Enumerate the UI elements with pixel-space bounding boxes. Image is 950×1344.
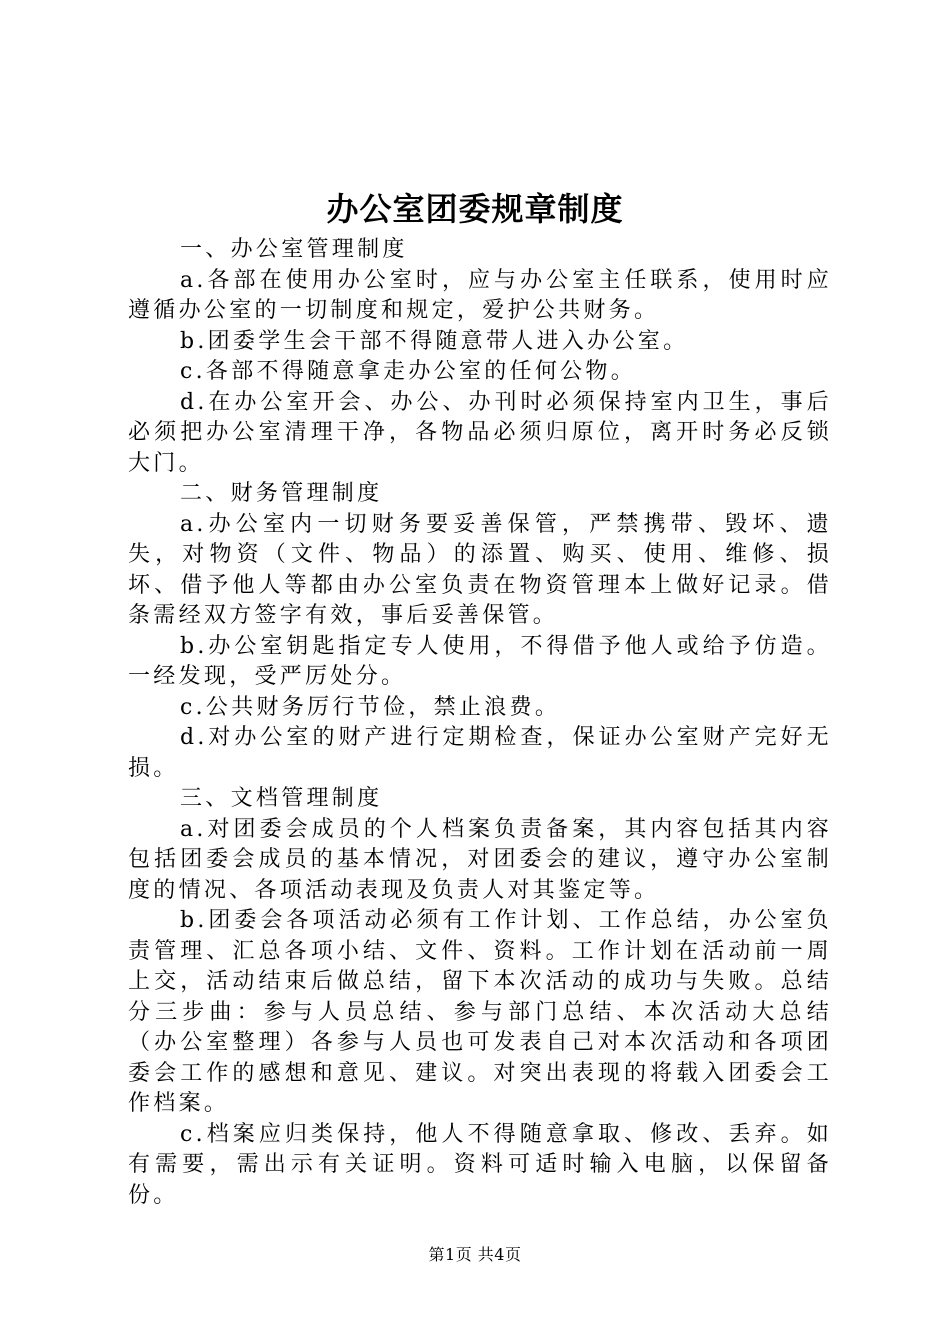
page-number: 第1页 共4页 (428, 1245, 522, 1264)
document-body (128, 235, 832, 1211)
paragraph: a.各部在使用办公室时，应与办公室主任联系，使用时应遵循办公室的一切制度和规定，爱护公共财务。 (128, 267, 832, 323)
paragraph: b.团委会各项活动必须有工作计划、工作总结，办公室负责管理、汇总各项小结、文件、资料。工作计划在活动前一周上交，活动结束后做总结，留下本次活动的成功与失败。总结分三步曲：参与人员总结、参与部门总结、本次活动大总结（办公室整理）各参与人员也可发表自己对本次活动和各项团委会工作的感想和意见、建议。对突出表现的将载入团委会工作档案。 (128, 908, 832, 1116)
paragraph: a.办公室内一切财务要妥善保管，严禁携带、毁坏、遗失，对物资（文件、物品）的添置、购买、使用、维修、损坏、借予他人等都由办公室负责在物资管理本上做好记录。借条需经双方签字有效，事后妥善保管。 (128, 511, 832, 628)
paragraph: c.公共财务厉行节俭，禁止浪费。 (180, 694, 561, 720)
section-heading-archive: 三、文档管理制度 (180, 786, 383, 811)
paragraph: d.对办公室的财产进行定期检查，保证办公室财产完好无损。 (128, 725, 832, 781)
section-heading-office: 一、办公室管理制度 (180, 237, 408, 262)
section-heading-finance: 二、财务管理制度 (180, 481, 383, 506)
paragraph: b.办公室钥匙指定专人使用，不得借予他人或给予仿造。一经发现，受严厉处分。 (128, 633, 832, 689)
paragraph: c.各部不得随意拿走办公室的任何公物。 (180, 359, 637, 384)
paragraph: a.对团委会成员的个人档案负责备案，其内容包括其内容包括团委会成员的基本情况，对团委会的建议，遵守办公室制度的情况、各项活动表现及负责人对其鉴定等。 (128, 816, 832, 903)
document-title: 办公室团委规章制度 (326, 190, 624, 228)
paragraph: b.团委学生会干部不得随意带人进入办公室。 (180, 328, 689, 354)
paragraph: c.档案应归类保持，他人不得随意拿取、修改、丢弃。如有需要，需出示有关证明。资料可适时输入电脑，以保留备份。 (128, 1121, 832, 1208)
paragraph: d.在办公室开会、办公、办刊时必须保持室内卫生，事后必须把办公室清理干净，各物品必须归原位，离开时务必反锁大门。 (128, 389, 832, 476)
